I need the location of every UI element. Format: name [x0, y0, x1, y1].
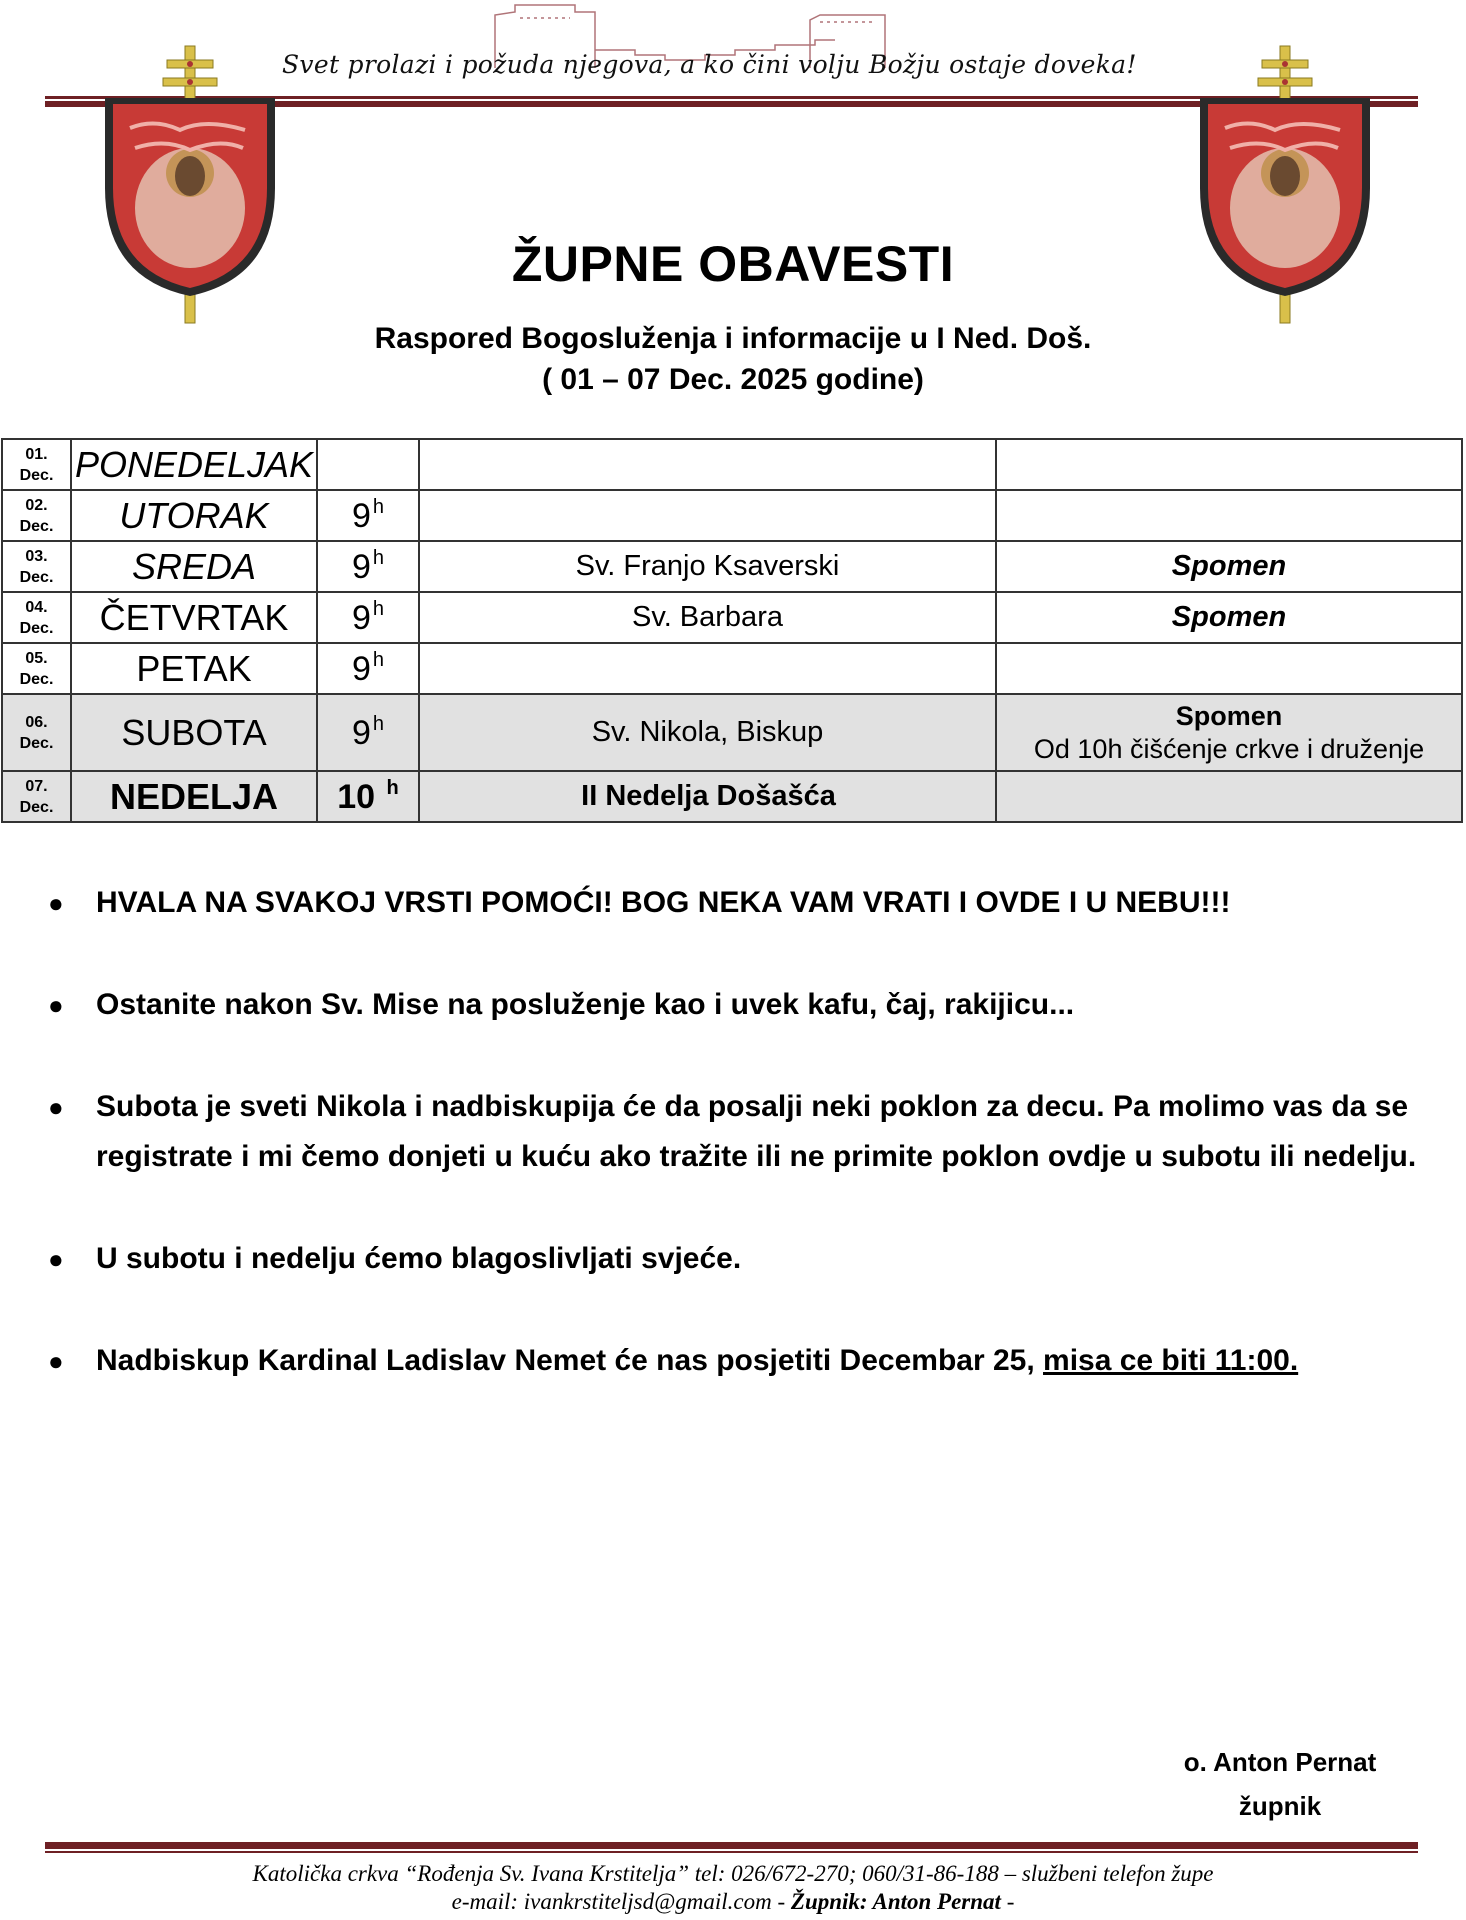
footer-pastor-label: Župnik: — [790, 1889, 868, 1914]
time-value: 9 — [351, 713, 371, 752]
footer-rule — [45, 1842, 1418, 1853]
date-month: Dec. — [19, 466, 54, 484]
time-value: 9 — [351, 547, 371, 586]
notice-text: U subotu i nedelju ćemo blagoslivljati svjeće. — [96, 1242, 742, 1275]
bullet-icon: ● — [48, 1244, 64, 1274]
table-row — [2, 643, 1462, 694]
bullet-icon: ● — [48, 888, 64, 918]
footer-pastor-name: Anton Pernat — [867, 1889, 1001, 1914]
day-cell: UTORAK — [71, 490, 317, 541]
time-cell — [317, 490, 419, 541]
time-value: 9 — [351, 598, 371, 637]
date-number: 07. — [25, 777, 48, 795]
table-row — [2, 490, 1462, 541]
time-cell — [317, 643, 419, 694]
list-item — [48, 1336, 1428, 1386]
table-row — [2, 771, 1462, 822]
table-row — [2, 439, 1462, 490]
note-extra-text: Od 10h čišćenje crkve i druženje — [1033, 733, 1425, 764]
bullet-icon: ● — [48, 1092, 64, 1122]
signature-role: župnik — [1238, 1791, 1322, 1821]
footer-email-line — [0, 1889, 1466, 1915]
list-item — [48, 1082, 1428, 1182]
date-cell — [2, 771, 71, 822]
date-month: Dec. — [19, 734, 54, 752]
notice-text: Nadbiskup Kardinal Ladislav Nemet će nas posjetiti Decembar 25, — [96, 1344, 1044, 1377]
date-cell — [2, 439, 71, 490]
note-cell — [996, 771, 1462, 822]
note-cell — [996, 643, 1462, 694]
time-cell — [317, 541, 419, 592]
date-month: Dec. — [19, 670, 54, 688]
notice-text: HVALA NA SVAKOJ VRSTI POMOĆI! BOG NEKA VAM VRATI I OVDE I U NEBU!!! — [96, 886, 1231, 919]
table-row — [2, 541, 1462, 592]
notice-emphasis: misa ce biti 11:00. — [1043, 1344, 1299, 1377]
feast-cell: Sv. Franjo Ksaverski — [419, 541, 996, 592]
date-month: Dec. — [19, 568, 54, 586]
feast-cell — [419, 643, 996, 694]
day-cell: PETAK — [71, 643, 317, 694]
feast-cell — [419, 439, 996, 490]
note-cell: Spomen — [996, 541, 1462, 592]
time-cell — [317, 592, 419, 643]
date-number: 01. — [25, 445, 48, 463]
feast-cell: Sv. Barbara — [419, 592, 996, 643]
time-unit: h — [372, 546, 385, 569]
day-cell: SREDA — [71, 541, 317, 592]
date-cell — [2, 592, 71, 643]
time-unit: h — [372, 648, 385, 671]
list-item — [48, 980, 1428, 1030]
time-cell — [317, 771, 419, 822]
date-number: 04. — [25, 598, 48, 616]
bullet-icon: ● — [48, 1346, 64, 1376]
date-month: Dec. — [19, 798, 54, 816]
day-cell: ČETVRTAK — [71, 592, 317, 643]
list-item — [48, 1234, 1428, 1284]
date-number: 02. — [25, 496, 48, 514]
time-unit: h — [372, 597, 385, 620]
time-unit: h — [386, 776, 399, 799]
note-cell — [996, 694, 1462, 771]
day-cell: PONEDELJAK — [71, 439, 317, 490]
time-unit: h — [372, 495, 385, 518]
time-value: 9 — [351, 649, 371, 688]
bullet-icon: ● — [48, 990, 64, 1020]
table-row — [2, 592, 1462, 643]
feast-cell: Sv. Nikola, Biskup — [419, 694, 996, 771]
note-cell — [996, 490, 1462, 541]
feast-cell — [419, 771, 996, 822]
day-cell: SUBOTA — [71, 694, 317, 771]
note-cell — [996, 439, 1462, 490]
time-cell — [317, 694, 419, 771]
time-unit: h — [372, 712, 385, 735]
notice-text: Subota je sveti Nikola i nadbiskupija će da posalji neki poklon za decu. Pa molimo vas da se registrate i mi čemo donjeti u kuću ako tražite ili ne primite poklon ovdje u subotu ili nedelju. — [96, 1090, 1417, 1173]
date-cell — [2, 490, 71, 541]
date-range: ( 01 – 07 Dec. 2025 godine) — [542, 363, 924, 396]
note-text: Spomen — [1175, 700, 1283, 731]
notices-list — [48, 878, 1428, 1438]
time-cell — [317, 439, 419, 490]
page-title: ŽUPNE OBAVESTI — [511, 236, 955, 292]
date-cell — [2, 694, 71, 771]
header-motto: Svet prolazi i požuda njegova, a ko čini volju Božju ostaje doveka! — [282, 50, 1137, 79]
footer-email: e-mail: ivankrstiteljsd@gmail.com - — [451, 1889, 791, 1914]
table-row — [2, 694, 1462, 771]
date-number: 06. — [25, 713, 48, 731]
footer-contact: Katolička crkva “Rođenja Sv. Ivana Krstitelja” tel: 026/672-270; 060/31-86-188 – službeni telefon župe — [252, 1861, 1214, 1886]
signature-name: o. Anton Pernat — [1183, 1747, 1377, 1777]
notice-text: Ostanite nakon Sv. Mise na posluženje kao i uvek kafu, čaj, rakijicu... — [96, 988, 1075, 1021]
feast-cell — [419, 490, 996, 541]
date-cell — [2, 541, 71, 592]
date-number: 03. — [25, 547, 48, 565]
date-cell — [2, 643, 71, 694]
signature — [1120, 1740, 1440, 1828]
schedule-table — [1, 438, 1463, 823]
footer-suffix: - — [1000, 1889, 1015, 1914]
date-month: Dec. — [19, 517, 54, 535]
time-value: 10 — [337, 777, 385, 816]
feast-text: II Nedelja Došašća — [430, 773, 987, 820]
note-cell: Spomen — [996, 592, 1462, 643]
page-subtitle: Raspored Bogosluženja i informacije u I Ned. Doš. — [374, 322, 1092, 355]
date-number: 05. — [25, 649, 48, 667]
date-month: Dec. — [19, 619, 54, 637]
time-value: 9 — [351, 496, 371, 535]
list-item — [48, 878, 1428, 928]
day-cell: NEDELJA — [71, 771, 317, 822]
